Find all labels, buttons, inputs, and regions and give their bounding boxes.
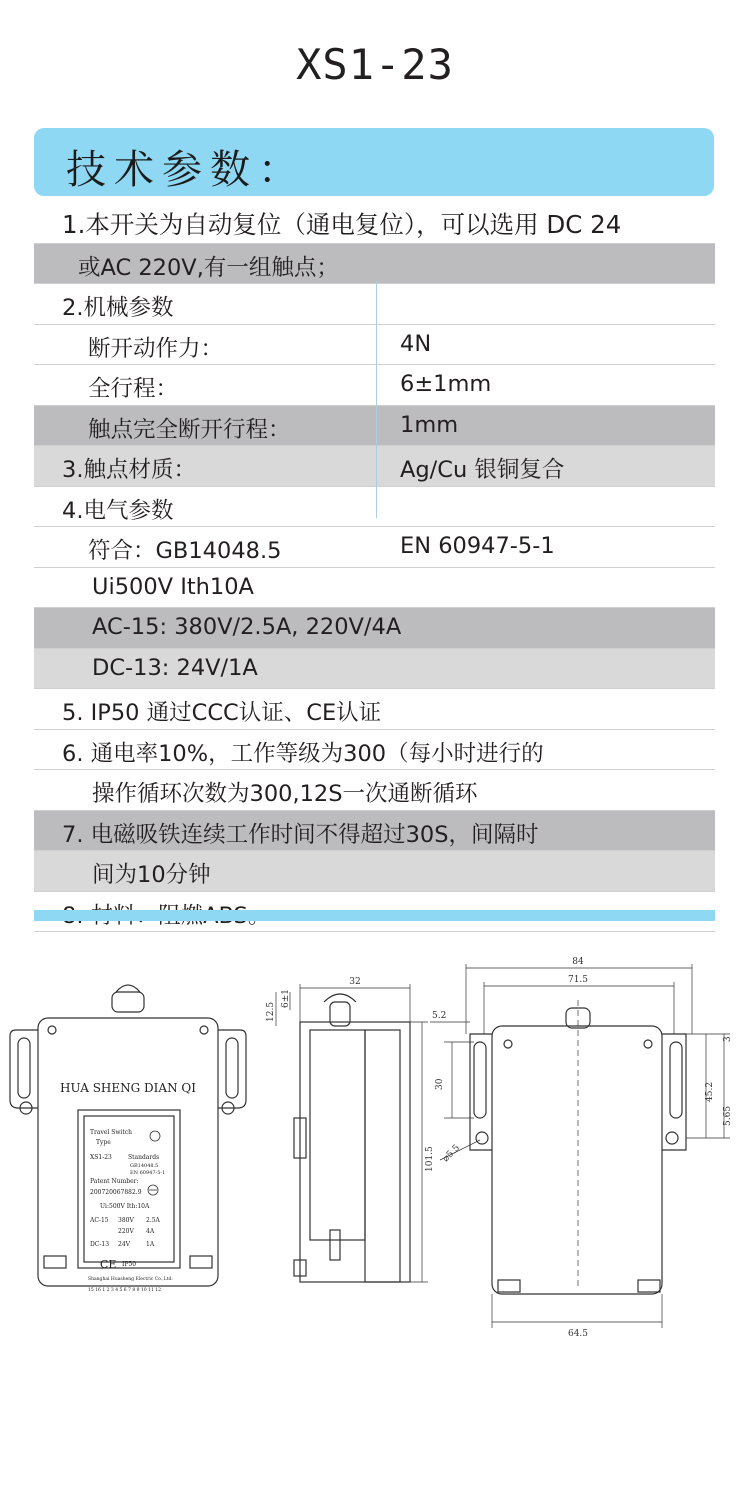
svg-text:380V: 380V [118, 1217, 134, 1224]
side-view [276, 984, 428, 1282]
svg-text:GB14048.5: GB14048.5 [130, 1163, 159, 1169]
spec-table [34, 203, 715, 932]
spec-row: 符合：GB14048.5 EN 60947-5-1 [34, 527, 715, 568]
svg-text:4A: 4A [146, 1228, 155, 1235]
spec-row: DC-13: 24V/1A [34, 649, 715, 690]
svg-text:220V: 220V [118, 1228, 134, 1235]
spec-row: AC-15: 380V/2.5A, 220V/4A [34, 608, 715, 649]
dim-side-width: 32 [349, 977, 361, 987]
spec-row: 操作循环次数为300,12S一次通断循环 [34, 770, 715, 811]
spec-row: 4.电气参数 [34, 487, 715, 528]
section-footer-bar [34, 910, 715, 921]
svg-text:15 16 1 2 3 4 5 6 7 8 9 10 11: 15 16 1 2 3 4 5 6 7 8 9 10 11 12 [88, 1288, 161, 1293]
svg-text:AC-15: AC-15 [90, 1217, 109, 1224]
dim-front-slot: 5.2 [432, 1011, 447, 1021]
svg-text:XS1-23: XS1-23 [90, 1154, 112, 1161]
spec-row: Ui500V Ith10A [34, 568, 715, 609]
dim-front-total: 84 [572, 957, 584, 967]
dim-front-bottom: 64.5 [567, 1329, 589, 1339]
ce-mark-icon: CE [100, 1258, 117, 1271]
column-divider [376, 281, 377, 518]
spec-row: 或AC 220V,有一组触点； [34, 244, 715, 285]
svg-text:Travel Switch: Travel Switch [90, 1129, 133, 1136]
svg-text:Standards: Standards [128, 1154, 160, 1161]
spec-row: 2.机械参数 [34, 284, 715, 325]
dim-side-travel: 6±1 [281, 989, 291, 1008]
svg-text:Patent Number:: Patent Number: [90, 1178, 139, 1185]
brand-label: HUA SHENG DIAN QI [60, 1081, 196, 1095]
dim-front-45: 45.2 [705, 1081, 715, 1102]
spec-row: 全行程： 6±1mm [34, 365, 715, 406]
spec-row: 1.本开关为自动复位（通电复位），可以选用 DC 24 [34, 203, 715, 244]
outline-view [430, 964, 730, 1328]
dim-front-inner: 71.5 [567, 975, 589, 985]
svg-text:DC-13: DC-13 [90, 1241, 110, 1248]
spec-row: 触点完全断开行程： 1mm [34, 406, 715, 447]
svg-text:IP50: IP50 [122, 1261, 137, 1268]
section-heading: 技术参数： [66, 147, 306, 193]
dim-front-5: 5.65 [723, 1105, 733, 1126]
svg-text:2.5A: 2.5A [146, 1217, 160, 1224]
spec-row: 5. IP50 通过CCC认证、CE认证 [34, 689, 715, 730]
spec-row: 3.触点材质： Ag/Cu 银铜复合 [34, 446, 715, 487]
svg-text:1A: 1A [146, 1241, 155, 1248]
svg-text:Type: Type [96, 1139, 111, 1146]
svg-text:200720067882.9: 200720067882.9 [90, 1189, 142, 1196]
page-title: XS1-23 [296, 40, 454, 89]
spec-row: 间为10分钟 [34, 851, 715, 892]
dim-front-hole: ⌀5.5 [441, 1143, 463, 1165]
dim-front-30: 30 [435, 1078, 445, 1090]
dim-side-head: 12.5 [266, 1001, 276, 1022]
svg-text:Ui:500V Ith:10A: Ui:500V Ith:10A [100, 1203, 150, 1210]
spec-row: 7. 电磁吸铁连续工作时间不得超过30S，间隔时 [34, 811, 715, 852]
technical-drawing [0, 950, 750, 1350]
svg-text:24V: 24V [118, 1241, 130, 1248]
dim-front-3: 3 [723, 1036, 733, 1042]
dim-side-height: 101.5 [425, 1146, 435, 1172]
spec-row: 断开动作力： 4N [34, 325, 715, 366]
svg-text:EN 60947-5-1: EN 60947-5-1 [130, 1170, 166, 1176]
svg-text:Shanghai Huasheng Electric Co.: Shanghai Huasheng Electric Co.,Ltd. [88, 1277, 173, 1282]
section-banner [34, 128, 714, 196]
spec-row: 6. 通电率10%，工作等级为300（每小时进行的 [34, 730, 715, 771]
ccc-mark-icon [150, 1131, 160, 1141]
